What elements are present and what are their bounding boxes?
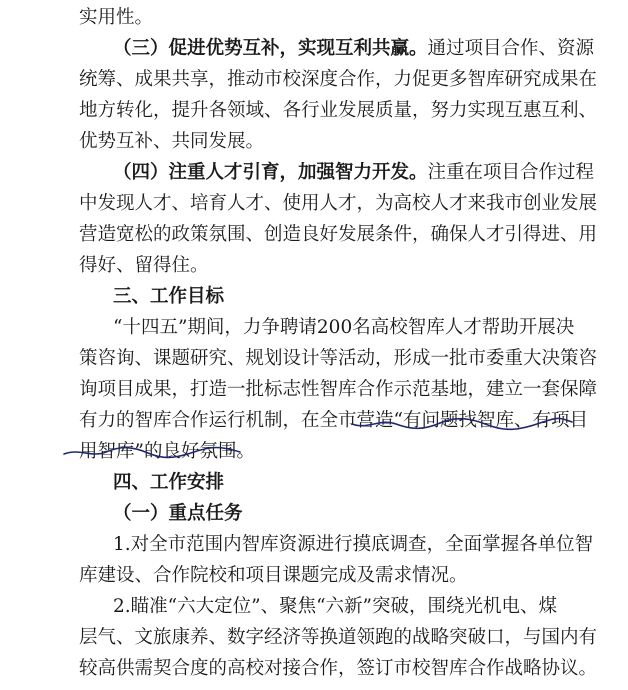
text-line: 实用性。	[79, 7, 154, 28]
text-line: “十四五”期间，力争聘请200名高校智库人才帮助开展决	[113, 317, 575, 338]
subsection-title: （一）重点任务	[113, 503, 243, 524]
text-line: 营造宽松的政策氛围、创造良好发展条件，确保人才引得进、用	[79, 224, 598, 245]
text-line: （四）注重人才引育，加强智力开发。注重在项目合作过程	[113, 162, 595, 183]
text-line: （三）促进优势互补，实现互利共赢。通过项目合作、资源	[113, 38, 595, 59]
text-line: 库建设、合作院校和项目课题完成及需求情况。	[79, 565, 468, 586]
section-heading: 三、工作目标	[113, 286, 225, 307]
text-line: 有力的智库合作运行机制，在全市营造“有问题找智库、有项目	[79, 410, 588, 431]
text-line: 询项目成果，打造一批标志性智库合作示范基地，建立一套保障	[79, 379, 598, 400]
text-line: 2.瞄准“六大定位”、聚焦“六新”突破，围绕光机电、煤	[113, 596, 557, 617]
text-line: 中发现人才、培育人才、使用人才，为高校人才来我市创业发展	[79, 193, 598, 214]
subsection-title: （四）注重人才引育，加强智力开发。	[113, 162, 428, 183]
text-line: 用智库”的良好氛围。	[79, 441, 255, 462]
text-line: 得好、留得住。	[79, 255, 209, 276]
subsection-title: （三）促进优势互补，实现互利共赢。	[113, 38, 428, 59]
text-line: 优势互补、共同发展。	[79, 131, 265, 152]
text-line: 较高供需契合度的高校对接合作，签订市校智库合作战略协议。	[79, 658, 598, 679]
text-line: 1.对全市范围内智库资源进行摸底调查，全面掌握各单位智	[113, 534, 594, 555]
text-line: 策咨询、课题研究、规划设计等活动，形成一批市委重大决策咨	[79, 348, 598, 369]
text-line: 层气、文旅康养、数字经济等换道领跑的战略突破口，与国内有	[79, 627, 598, 648]
text-line: 地方转化，提升各领域、各行业发展质量，努力实现互惠互利、	[79, 100, 598, 121]
text-line: 统筹、成果共享，推动市校深度合作，力促更多智库研究成果在	[79, 69, 598, 90]
section-heading: 四、工作安排	[113, 472, 225, 493]
